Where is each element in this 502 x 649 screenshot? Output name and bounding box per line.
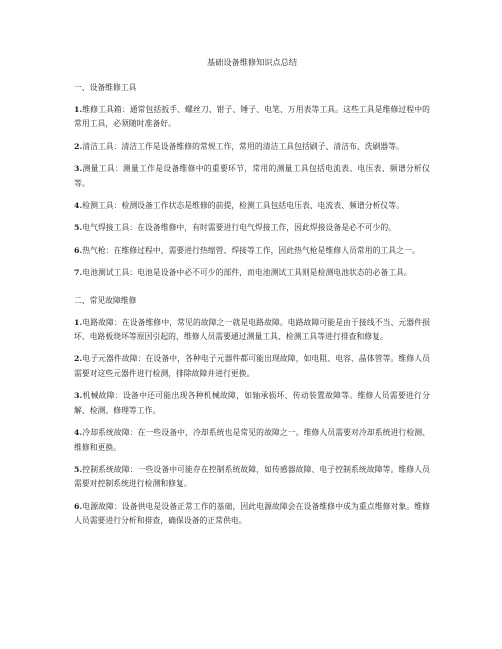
section-heading: 二、常见故障维修 (74, 295, 137, 305)
list-item: 4.检测工具：检测设备工作状态是维修的前提，检测工具包括电压表、电流表、频谱分析仪等。 (74, 201, 404, 211)
list-item: 2.清洁工具：清洁工作是设备维修的常规工作，常用的清洁工具包括刷子、清洁布、洗刷器等。 (74, 141, 404, 151)
list-item: 4.冷却系统故障：在一些设备中，冷却系统也是常见的故障之一。维修人员需要对冷却系统进行检测、维修和更换。 (74, 428, 430, 452)
list-item: 6.热气枪：在维修过程中，需要进行热缩管、焊接等工作，因此热气枪是维修人员常用的工具之一。 (74, 245, 420, 255)
list-item: 1.电路故障：在设备维修中，常见的故障之一就是电路故障。电路故障可能是由于接线不当、元器件损坏、电路板烧坏等原因引起的，维修人员需要通过测量工具、检测工具等进行排查和修复。 (74, 317, 430, 342)
list-item: 7.电池测试工具：电池是设备中必不可少的部件，而电池测试工具则是检测电池状态的必备工具。 (74, 268, 412, 278)
section-heading: 一、设备维修工具 (74, 83, 137, 92)
list-item: 3.测量工具：测量工作是设备维修中的重要环节，常用的测量工具包括电流表、电压表、频谱分析仪等。 (74, 164, 430, 188)
list-item: 3.机械故障：设备中还可能出现各种机械故障，如轴承损坏、传动装置故障等。维修人员需要进行分解、检测、修理等工作。 (74, 391, 430, 415)
document-title: 基础设备维修知识点总结 (206, 57, 298, 67)
list-item: 2.电子元器件故障：在设备中，各种电子元器件都可能出现故障，如电阻、电容、晶体管等。维修人员需要对这些元器件进行检测，排除故障并进行更换。 (74, 354, 430, 378)
list-item: 6.电源故障：设备供电是设备正常工作的基础，因此电源故障会在设备维修中成为重点维修对象。维修人员需要进行分析和排查，确保设备的正常供电。 (74, 501, 430, 526)
section-faults (74, 295, 430, 529)
list-item: 5.电气焊接工具：在设备维修中，有时需要进行电气焊接工作，因此焊接设备是必不可少的。 (74, 223, 397, 233)
list-item: 5.控制系统故障：一些设备中可能存在控制系统故障，如传感器故障、电子控制系统故障等。维修人员需要对控制系统进行检测和修复。 (74, 464, 430, 489)
list-item: 1.维修工具箱：通常包括扳手、螺丝刀、钳子、锤子、电笔、万用表等工具。这些工具是维修过程中的常用工具，必须随时准备好。 (74, 105, 430, 129)
section-tools (74, 82, 430, 281)
